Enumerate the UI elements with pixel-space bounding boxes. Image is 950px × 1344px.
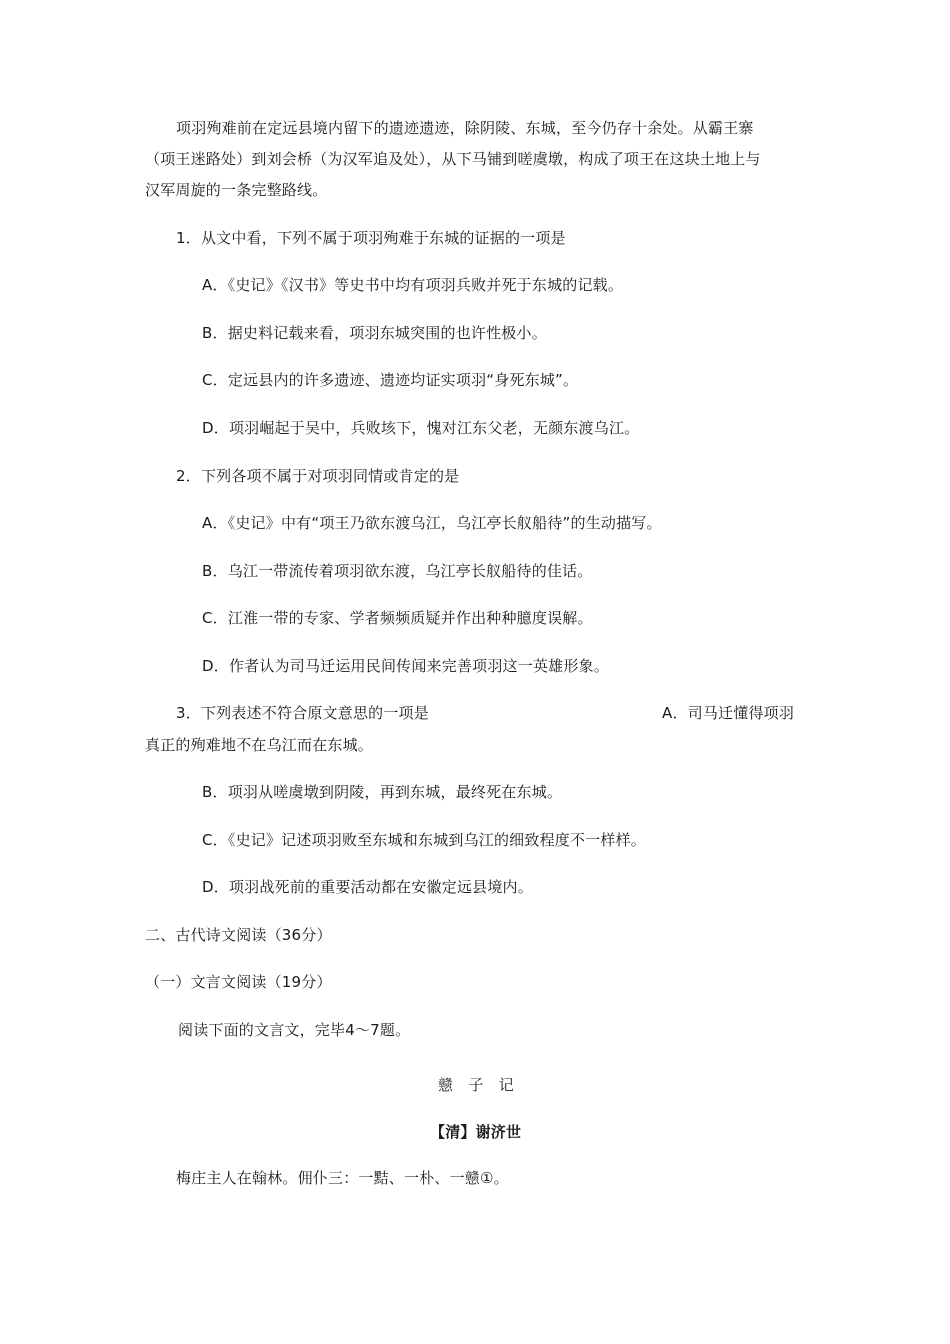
section-2-title: 二、古代诗文阅读（36分）: [145, 926, 332, 944]
question-2-option-b: B．乌江一带流传着项羽欲东渡，乌江亭长舣船待的佳话。: [202, 562, 593, 580]
question-3-option-a-end: 真正的殉难地不在乌江而在东城。: [145, 736, 374, 754]
intro-line-3: 汉军周旋的一条完整路线。: [145, 181, 328, 199]
reading-instruction: 阅读下面的文言文，完毕4～7题。: [178, 1021, 411, 1039]
question-1-option-d: D．项羽崛起于吴中，兵败垓下，愧对江东父老，无颜东渡乌江。: [202, 419, 640, 437]
article-title: 戆 子 记: [438, 1076, 515, 1094]
question-3-option-a-start: A．司马迁懂得项羽: [662, 704, 795, 722]
question-3-option-b: B．项羽从嗟虞墩到阴陵，再到东城，最终死在东城。: [202, 783, 563, 801]
article-author: 【清】谢济世: [430, 1123, 522, 1141]
intro-line-2: （项王迷路处）到刘会桥（为汉军追及处），从下马铺到嗟虞墩，构成了项王在这块土地上与: [145, 150, 761, 168]
article-first-line: 梅庄主人在翰林。佣仆三：一黠、一朴、一戆①。: [176, 1169, 509, 1187]
question-1-option-a: A．《史记》《汉书》等史书中均有项羽兵败并死于东城的记载。: [202, 276, 624, 294]
question-3-option-c: C．《史记》记述项羽败至东城和东城到乌江的细致程度不一样样。: [202, 831, 646, 849]
intro-line-1: 项羽殉难前在定远县境内留下的遗迹遗迹，除阴陵、东城，至今仍存十余处。从霸王寨: [176, 119, 754, 137]
question-2-option-c: C．江淮一带的专家、学者频频质疑并作出种种臆度误解。: [202, 609, 593, 627]
question-1-option-c: C．定远县内的许多遗迹、遗迹均证实项羽“身死东城”。: [202, 371, 579, 389]
section-2-subtitle: （一）文言文阅读（19分）: [145, 973, 332, 991]
question-2-stem: 2．下列各项不属于对项羽同情或肯定的是: [176, 467, 460, 485]
question-1-stem: 1．从文中看，下列不属于项羽殉难于东城的证据的一项是: [176, 229, 566, 247]
question-3-stem: 3．下列表述不符合原文意思的一项是: [176, 704, 429, 722]
question-2-option-d: D．作者认为司马迁运用民间传闻来完善项羽这一英雄形象。: [202, 657, 609, 675]
question-3-option-d: D．项羽战死前的重要活动都在安徽定远县境内。: [202, 878, 533, 896]
question-1-option-b: B．据史料记载来看，项羽东城突围的也许性极小。: [202, 324, 547, 342]
question-2-option-a: A．《史记》中有“项王乃欲东渡乌江，乌江亭长舣船待”的生动描写。: [202, 514, 662, 532]
